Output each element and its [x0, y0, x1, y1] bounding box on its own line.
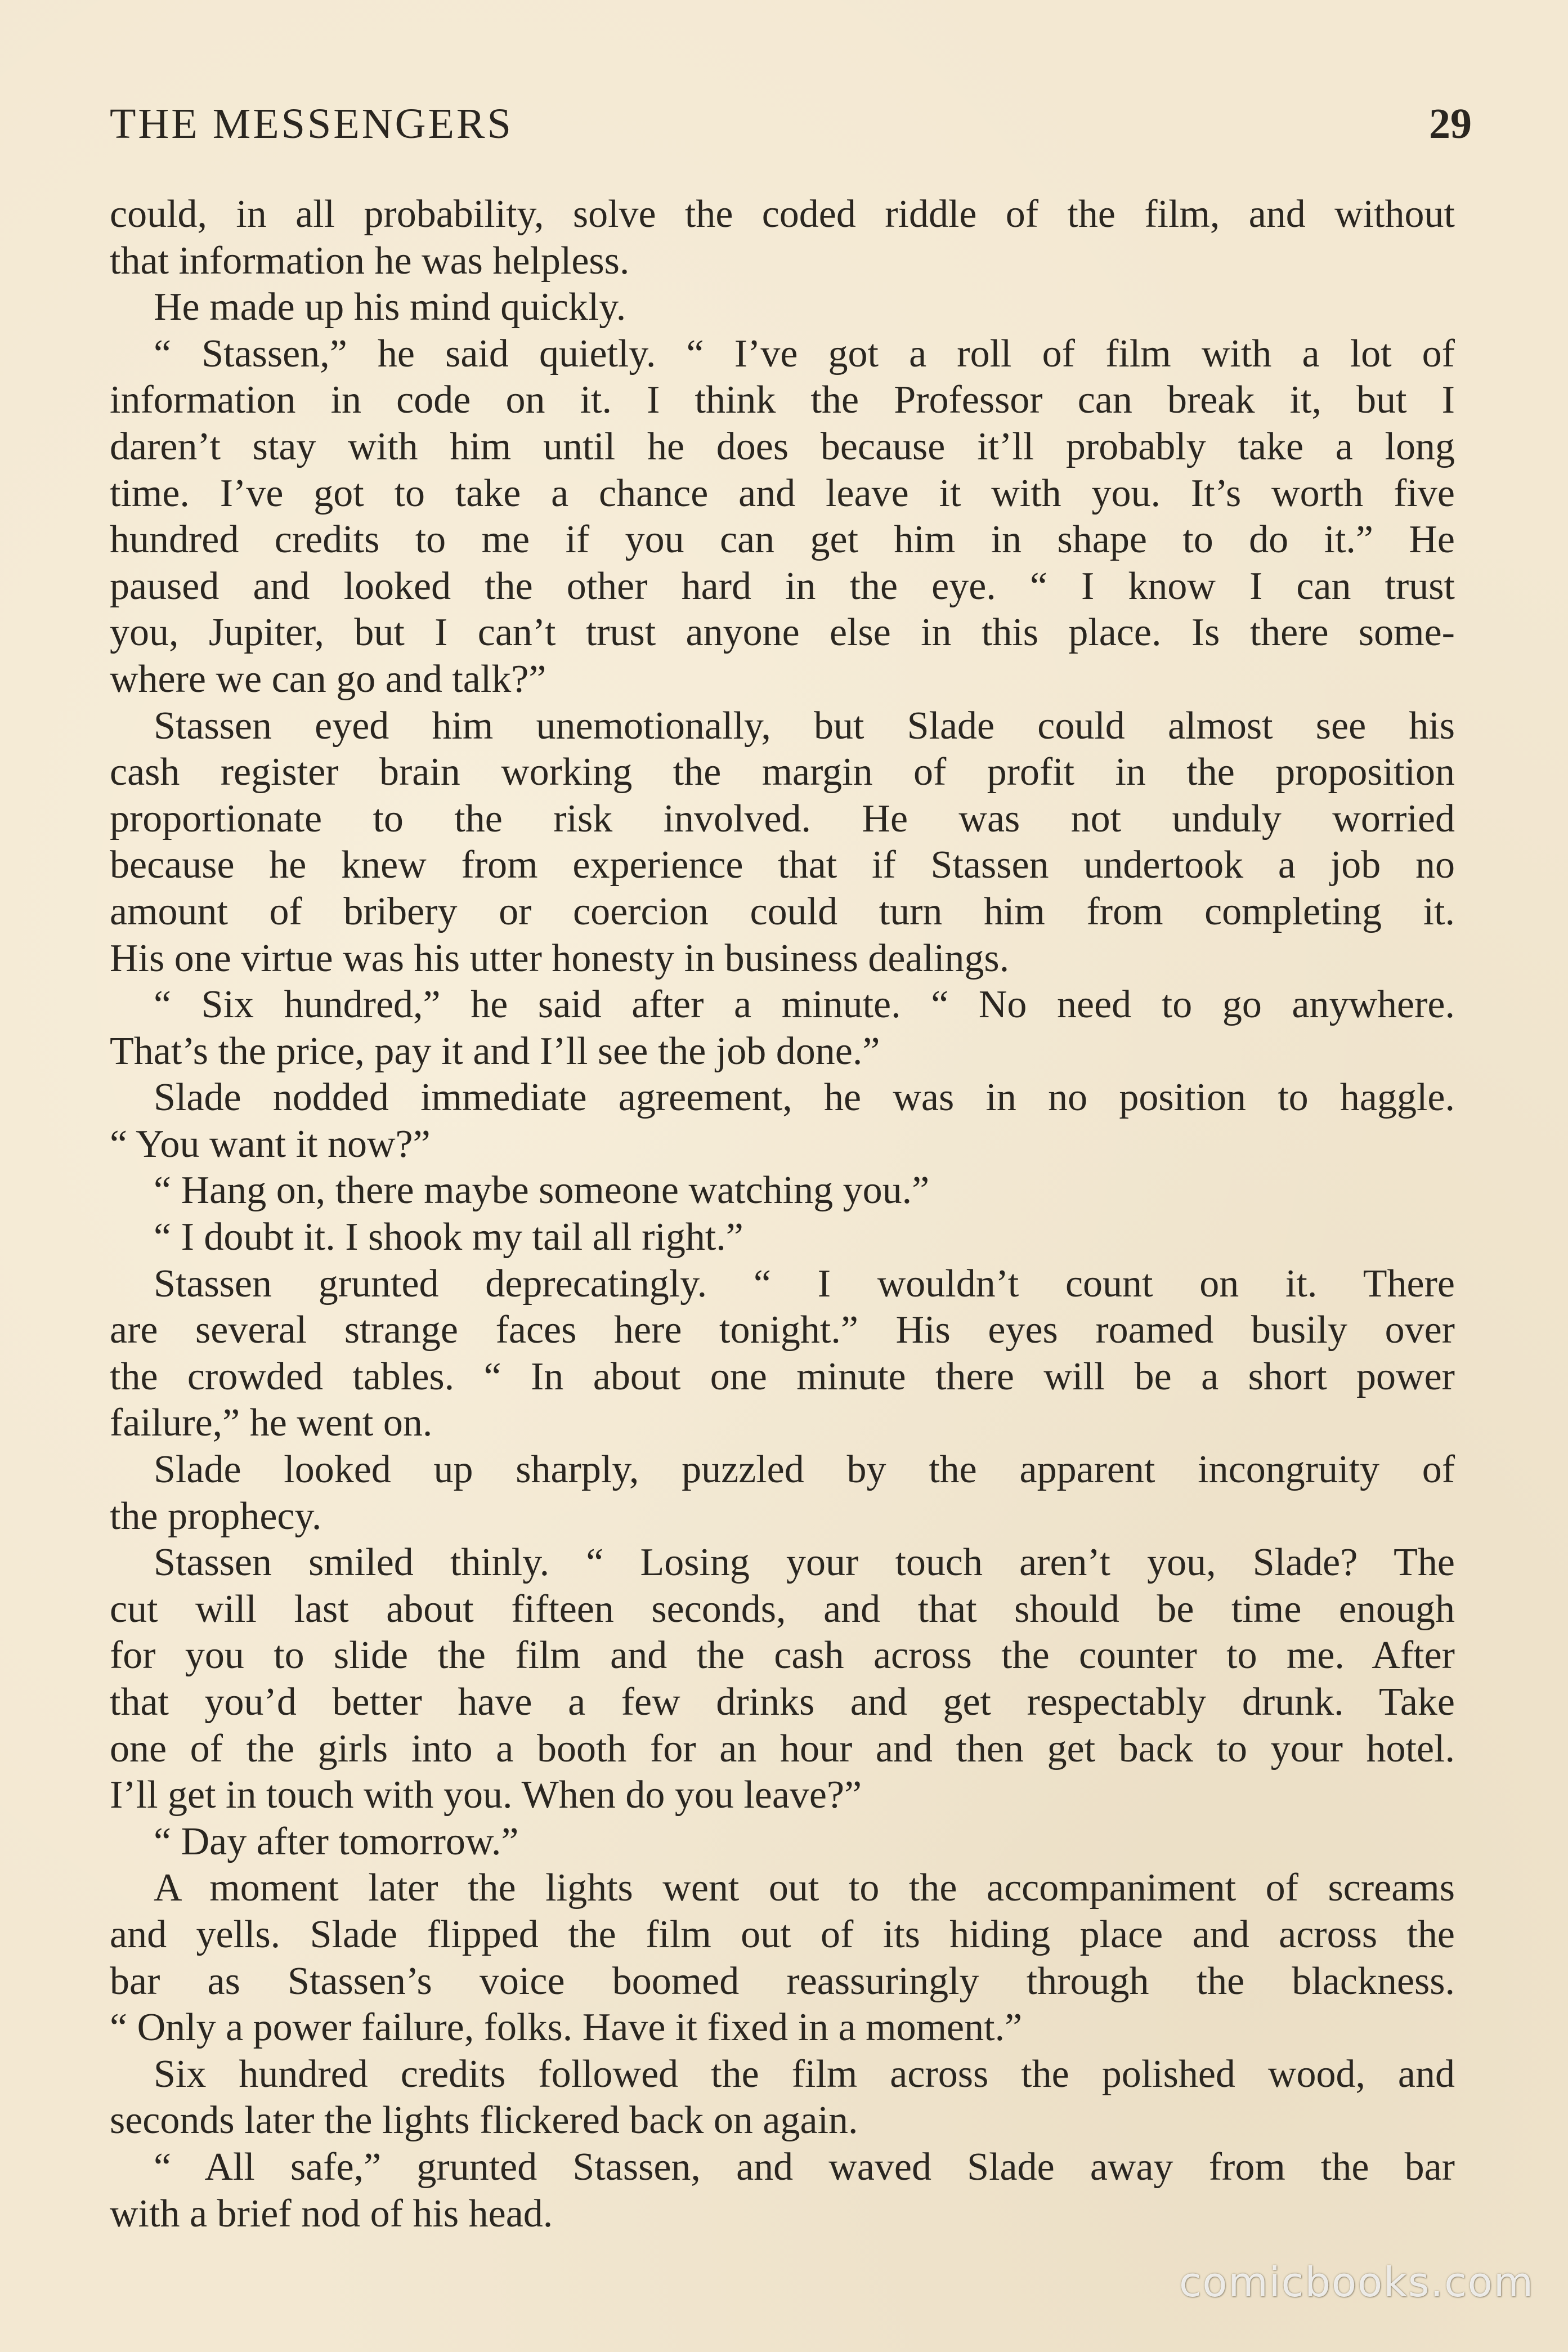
text-line: amount of bribery or coercion could turn him from completing it.: [110, 889, 1455, 933]
running-head: THE MESSENGERS: [110, 100, 513, 147]
text-line: information in code on it. I think the Professor can break it, but I: [110, 378, 1455, 422]
text-line: one of the girls into a booth for an hour and then get back to your hotel.: [110, 1727, 1455, 1770]
text-line: “ I doubt it. I shook my tail all right.”: [154, 1215, 743, 1259]
text-line: “ Stassen,” he said quietly. “ I’ve got a roll of film with a lot of: [154, 332, 1455, 375]
text-line: are several strange faces here tonight.” His eyes roamed busily over: [110, 1308, 1455, 1352]
text-line: I’ll get in touch with you. When do you leave?”: [110, 1773, 862, 1817]
text-line: that information he was helpless.: [110, 239, 630, 283]
watermark-text: comicbooks.com: [1179, 2259, 1534, 2306]
text-line: His one virtue was his utter honesty in business dealings.: [110, 936, 1010, 980]
text-line: That’s the price, pay it and I’ll see the job done.”: [110, 1029, 880, 1073]
text-line: daren’t stay with him until he does because it’ll probably take a long: [110, 424, 1455, 468]
text-line: A moment later the lights went out to the accompaniment of screams: [154, 1866, 1455, 1910]
text-line: proportionate to the risk involved. He was not unduly worried: [110, 797, 1455, 840]
text-line: seconds later the lights flickered back on again.: [110, 2099, 858, 2143]
text-line: paused and looked the other hard in the eye. “ I know I can trust: [110, 564, 1455, 608]
text-line: failure,” he went on.: [110, 1401, 433, 1445]
body-text: [110, 191, 1455, 2237]
text-line: where we can go and talk?”: [110, 657, 546, 701]
text-line: Slade looked up sharply, puzzled by the apparent incongruity of: [154, 1448, 1455, 1492]
text-line: “ Only a power failure, folks. Have it fixed in a moment.”: [110, 2006, 1023, 2050]
page-header: [110, 96, 1472, 158]
text-line: “ Six hundred,” he said after a minute. “ No need to go anywhere.: [154, 983, 1455, 1027]
text-line: bar as Stassen’s voice boomed reassuringly through the blackness.: [110, 1959, 1455, 2003]
text-line: cash register brain working the margin of profit in the proposition: [110, 750, 1455, 794]
text-line: the crowded tables. “ In about one minute there will be a short power: [110, 1354, 1455, 1398]
text-line: Slade nodded immediate agreement, he was in no position to haggle.: [154, 1076, 1455, 1120]
text-line: cut will last about fifteen seconds, and that should be time enough: [110, 1587, 1455, 1631]
text-line: because he knew from experience that if Stassen undertook a job no: [110, 843, 1455, 887]
text-line: you, Jupiter, but I can’t trust anyone else in this place. Is there some-: [110, 611, 1455, 655]
text-line: and yells. Slade flipped the film out of its hiding place and across the: [110, 1912, 1455, 1956]
text-line: “ Hang on, there maybe someone watching you.”: [154, 1169, 930, 1213]
text-line: “ Day after tomorrow.”: [154, 1819, 519, 1863]
text-line: hundred credits to me if you can get him in shape to do it.” He: [110, 518, 1455, 562]
text-line: could, in all probability, solve the coded riddle of the film, and without: [110, 193, 1455, 236]
text-line: Stassen grunted deprecatingly. “ I wouldn’t count on it. There: [154, 1262, 1455, 1305]
text-line: He made up his mind quickly.: [154, 285, 626, 329]
page-number: 29: [1429, 100, 1472, 147]
text-line: Stassen eyed him unemotionally, but Slade could almost see his: [154, 704, 1455, 748]
text-line: that you’d better have a few drinks and get respectably drunk. Take: [110, 1680, 1455, 1724]
text-line: time. I’ve got to take a chance and leave it with you. It’s worth five: [110, 471, 1455, 515]
text-line: Six hundred credits followed the film across the polished wood, and: [154, 2052, 1455, 2096]
text-line: Stassen smiled thinly. “ Losing your touch aren’t you, Slade? The: [154, 1541, 1455, 1585]
text-line: the prophecy.: [110, 1494, 322, 1538]
text-line: with a brief nod of his head.: [110, 2192, 553, 2235]
text-line: for you to slide the film and the cash across the counter to me. After: [110, 1634, 1455, 1678]
text-line: “ All safe,” grunted Stassen, and waved Slade away from the bar: [154, 2145, 1455, 2189]
text-line: “ You want it now?”: [110, 1122, 431, 1166]
